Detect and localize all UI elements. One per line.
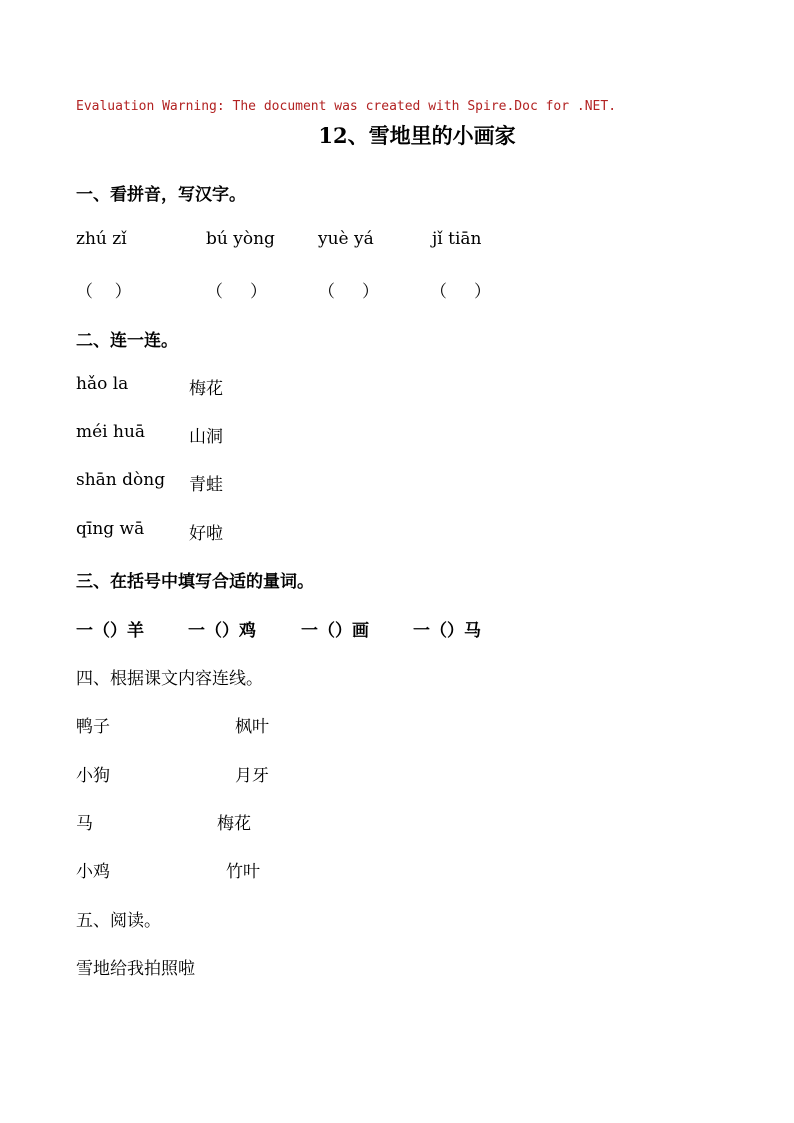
answer-bracket: （ ） [318,282,380,302]
match-right-item: 山洞 [189,427,223,447]
match-left-item: qīng wā [76,519,145,539]
match-left-item: 鸭子 [76,717,110,737]
answer-bracket: （ ） [76,282,132,302]
match-left-item: 小狗 [76,766,110,786]
evaluation-warning: Evaluation Warning: The document was created with Spire.Doc for .NET. [76,99,617,114]
section1-heading: 一、看拼音，写汉字。 [76,185,246,205]
section2-heading: 二、连一连。 [76,331,178,351]
measure-word-item: 一（）画 [301,621,369,641]
match-right-item: 枫叶 [235,717,269,737]
measure-word-item: 一（）马 [413,621,481,641]
measure-word-item: 一（）鸡 [188,621,256,641]
match-right-item: 梅花 [217,814,251,834]
match-right-item: 竹叶 [226,862,260,882]
section4-heading: 四、根据课文内容连线。 [76,669,263,689]
reading-text: 雪地给我拍照啦 [76,959,195,979]
match-right-item: 月牙 [235,766,269,786]
measure-word-item: 一（）羊 [76,621,144,641]
page-title: 12、雪地里的小画家 [318,123,516,148]
match-left-item: 马 [76,814,93,834]
match-left-item: shān dòng [76,470,166,490]
pinyin-item: jǐ tiān [432,229,482,249]
match-left-item: 小鸡 [76,862,110,882]
match-right-item: 梅花 [189,379,223,399]
section3-heading: 三、在括号中填写合适的量词。 [76,572,314,592]
answer-bracket: （ ） [206,282,268,302]
pinyin-item: zhú zǐ [76,229,127,249]
section5-heading: 五、阅读。 [76,911,161,931]
answer-bracket: （ ） [430,282,492,302]
pinyin-item: bú yòng [206,229,275,249]
match-left-item: méi huā [76,422,146,442]
match-right-item: 青蛙 [189,475,223,495]
match-right-item: 好啦 [189,524,223,544]
pinyin-item: yuè yá [318,229,374,249]
match-left-item: hǎo la [76,374,129,394]
